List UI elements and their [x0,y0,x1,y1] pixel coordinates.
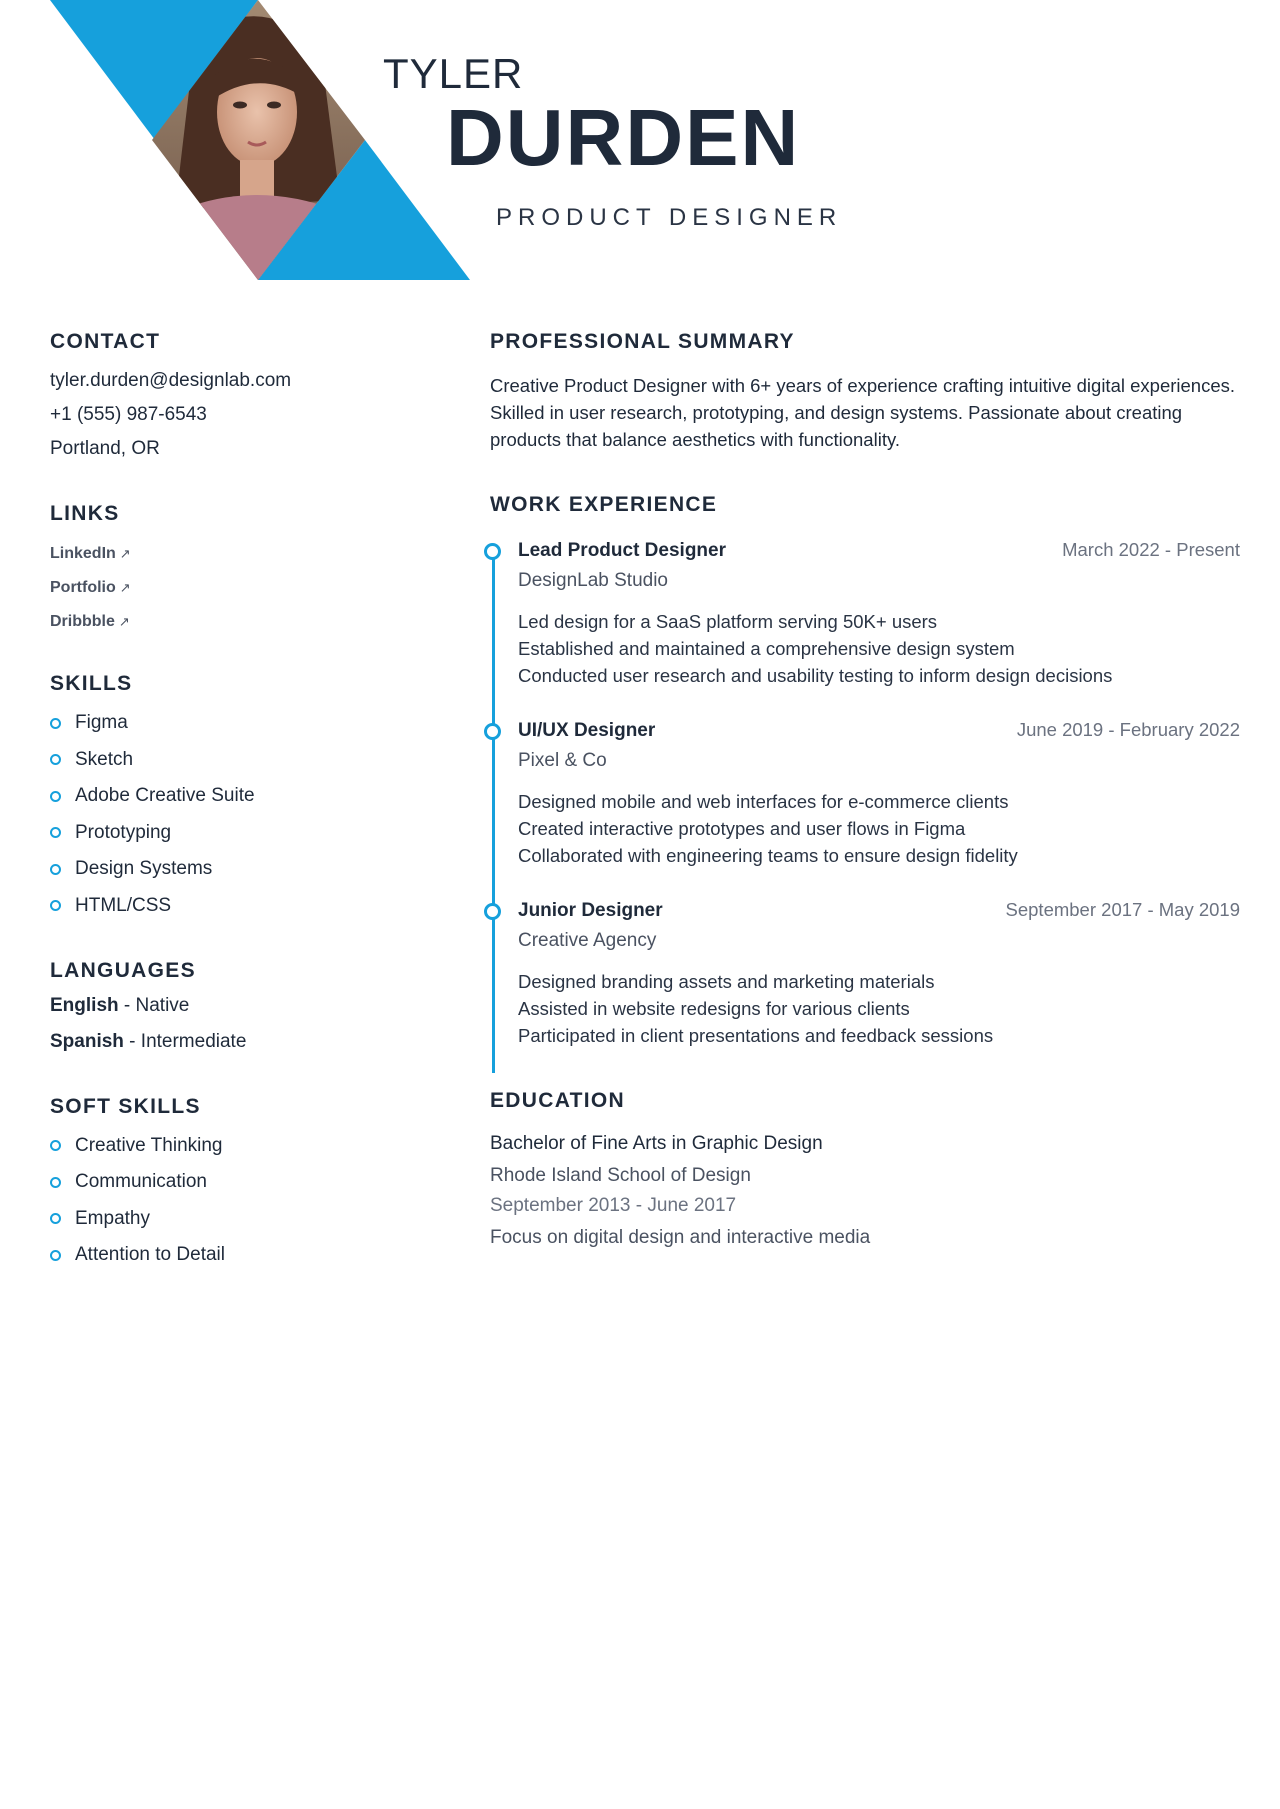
bullet-circle-icon [50,1140,61,1151]
section-title-summary: PROFESSIONAL SUMMARY [490,330,795,353]
skill-label: Adobe Creative Suite [75,785,255,806]
bullet-circle-icon [50,791,61,802]
contact-phone[interactable]: +1 (555) 987-6543 [50,404,207,425]
education-focus: Focus on digital design and interactive media [490,1227,871,1248]
job-entry [518,719,1240,869]
section-title-contact: CONTACT [50,330,161,353]
last-name: DURDEN [446,93,801,182]
link-label: LinkedIn [50,545,116,562]
education-dates: September 2013 - June 2017 [490,1195,737,1216]
language-level: - Native [118,994,190,1016]
skill-item [50,893,450,919]
links-section [50,502,450,632]
skill-item [50,820,450,846]
job-point: Created interactive prototypes and user flows in Figma [518,818,966,839]
job-dates: March 2022 - Present [1062,539,1240,560]
education-school: Rhode Island School of Design [490,1165,751,1186]
timeline-dot-icon [484,903,501,920]
external-link-icon: ↗ [118,614,130,629]
section-title-links: LINKS [50,502,120,525]
skill-item [50,783,450,809]
job-point: Established and maintained a comprehensive design system [518,638,1015,659]
job-point: Designed mobile and web interfaces for e-commerce clients [518,791,1009,812]
link-dribbble[interactable] [50,612,450,632]
summary-text: Creative Product Designer with 6+ years of experience crafting intuitive digital experiences. Skilled in user research, prototyping, and design systems. Passionate about creating products that balance aesthetics with functionality. [490,375,1236,450]
bullet-circle-icon [50,718,61,729]
skill-item [50,710,450,736]
timeline-dot-icon [484,543,501,560]
skill-item [50,856,450,882]
timeline-dot-icon [484,723,501,740]
contact-location: Portland, OR [50,438,160,459]
soft-skill-item [50,1206,450,1232]
link-portfolio[interactable] [50,578,450,598]
bullet-circle-icon [50,864,61,875]
contact-email[interactable]: tyler.durden@designlab.com [50,370,292,391]
timeline-line [492,553,495,1073]
soft-skill-item [50,1133,450,1159]
summary-section [490,330,1240,453]
section-title-languages: LANGUAGES [50,958,196,982]
link-label: Portfolio [50,579,116,596]
language-level: - Intermediate [123,1030,247,1052]
sidebar [50,330,450,1308]
soft-skill-label: Empathy [75,1207,150,1229]
external-link-icon: ↗ [119,580,131,595]
first-name: TYLER [383,50,524,97]
job-entry [518,539,1240,689]
bullet-circle-icon [50,754,61,765]
job-title: Junior Designer [518,900,663,921]
language-name: Spanish [50,1030,124,1052]
job-title: Lead Product Designer [518,540,726,561]
bullet-circle-icon [50,1250,61,1261]
bullet-circle-icon [50,900,61,911]
skill-label: HTML/CSS [75,894,172,916]
external-link-icon: ↗ [119,546,131,561]
soft-skill-item [50,1169,450,1195]
job-point: Participated in client presentations and feedback sessions [518,1025,994,1046]
bullet-circle-icon [50,1177,61,1188]
job-point: Collaborated with engineering teams to ensure design fidelity [518,845,1018,866]
job-point: Assisted in website redesigns for various clients [518,998,910,1019]
section-title-work: WORK EXPERIENCE [490,493,718,516]
job-entry [518,899,1240,1049]
education-section [490,1089,1240,1249]
languages-section [50,959,450,1055]
work-timeline [490,539,1240,1049]
language-item [50,993,450,1019]
language-name: English [50,994,119,1016]
job-company: DesignLab Studio [518,570,668,591]
language-item [50,1029,450,1055]
link-label: Dribbble [50,613,115,630]
job-point: Conducted user research and usability testing to inform design decisions [518,665,1113,686]
soft-skill-label: Attention to Detail [75,1244,225,1265]
job-dates: June 2019 - February 2022 [1016,719,1240,740]
bullet-circle-icon [50,827,61,838]
link-linkedin[interactable] [50,544,450,564]
job-point: Led design for a SaaS platform serving 50K+ users [518,611,938,632]
soft-skill-label: Communication [75,1171,207,1192]
job-title: UI/UX Designer [518,720,656,741]
job-point: Designed branding assets and marketing materials [518,971,935,992]
section-title-skills: SKILLS [50,672,133,695]
skill-item [50,747,450,773]
skills-section [50,672,450,919]
soft-skill-item [50,1242,450,1268]
job-company: Creative Agency [518,930,657,951]
section-title-soft-skills: SOFT SKILLS [50,1094,201,1118]
soft-skill-label: Creative Thinking [75,1134,223,1156]
contact-section [50,330,450,462]
bullet-circle-icon [50,1213,61,1224]
job-dates: September 2017 - May 2019 [1005,899,1240,920]
skill-label: Prototyping [75,821,172,843]
main-content [490,330,1240,1249]
job-company: Pixel & Co [518,750,607,771]
section-title-education: EDUCATION [490,1089,625,1112]
skill-label: Design Systems [75,858,213,879]
skill-label: Figma [75,712,128,733]
work-experience-section [490,493,1240,1049]
education-degree: Bachelor of Fine Arts in Graphic Design [490,1133,823,1154]
header-graphic [0,0,470,280]
skill-label: Sketch [75,748,134,770]
soft-skills-section [50,1095,450,1269]
job-role: PRODUCT DESIGNER [496,204,843,231]
